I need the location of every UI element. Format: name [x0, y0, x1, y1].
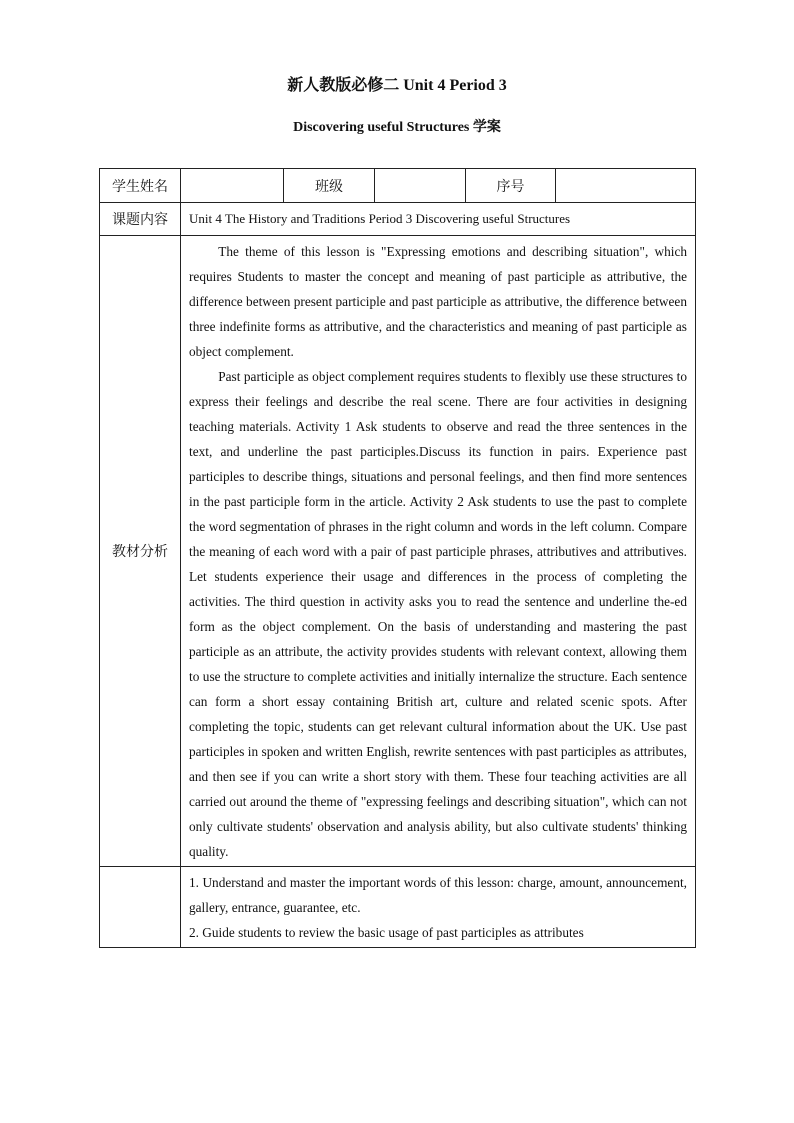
objectives-row: [100, 867, 696, 948]
class-field[interactable]: [375, 169, 466, 203]
analysis-label: 教材分析: [100, 236, 181, 867]
topic-content: Unit 4 The History and Traditions Period 3 Discovering useful Structures: [181, 203, 696, 236]
student-name-label: 学生姓名: [100, 169, 181, 203]
topic-label: 课题内容: [100, 203, 181, 236]
topic-row: [100, 203, 696, 236]
objective-item-2: 2. Guide students to review the basic usage of past participles as attributes: [189, 925, 584, 940]
objectives-content: [181, 867, 696, 948]
analysis-paragraph-1: The theme of this lesson is "Expressing emotions and describing situation", which requires Students to master the concept and meaning of past participle as attributive, the difference between present participle and past participle as attributive, the difference between three indefinite forms as attributive, and the characteristics and meaning of past participle as object complement.: [189, 244, 687, 359]
lesson-table: [99, 168, 696, 948]
analysis-row: [100, 236, 696, 867]
student-name-field[interactable]: [181, 169, 284, 203]
class-label: 班级: [284, 169, 375, 203]
analysis-content: [181, 236, 696, 867]
seq-label: 序号: [466, 169, 556, 203]
seq-field[interactable]: [556, 169, 696, 203]
page-subtitle: Discovering useful Structures 学案: [293, 120, 501, 135]
student-info-row: [100, 169, 696, 203]
analysis-paragraph-2: Past participle as object complement requires students to flexibly use these structures to express their feelings and describe the real scene. There are four activities in designing teaching materials. Activity 1 Ask students to observe and read the three sentences in the text, and underline the past participles.Discuss its function in pairs. Experience past participles to describe things, situations and personal feelings, and then find more sentences in the past participle form in the article. Activity 2 Ask students to use the past to complete the word segmentation of phrases in the right column and words in the left column. Compare the meaning of each word with a pair of past participle phrases, attributives and attributives. Let students experience their usage and differences in the process of completing the activities. The third question in activity asks you to read the sentence and underline the-ed form as the object complement. On the basis of understanding and mastering the past participle as an attribute, the activity provides students with relevant context, allowing them to use the structure to complete activities and initially internalize the structure. Each sentence can form a short essay containing British art, culture and related scenic spots. After completing the topic, students can get relevant cultural information about the UK. Use past participles in spoken and written English, rewrite sentences with past participles as attributes, and then see if you can write a short story with them. These four teaching activities are all carried out around the theme of "expressing feelings and describing situation", which can not only cultivate students' observation and analysis ability, but also cultivate students' thinking quality.: [189, 369, 687, 859]
objective-item-1: 1. Understand and master the important words of this lesson: charge, amount, announcement, gallery, entrance, guarantee, etc.: [189, 875, 687, 915]
objectives-label: [100, 867, 181, 948]
page-title: 新人教版必修二 Unit 4 Period 3: [287, 77, 507, 94]
